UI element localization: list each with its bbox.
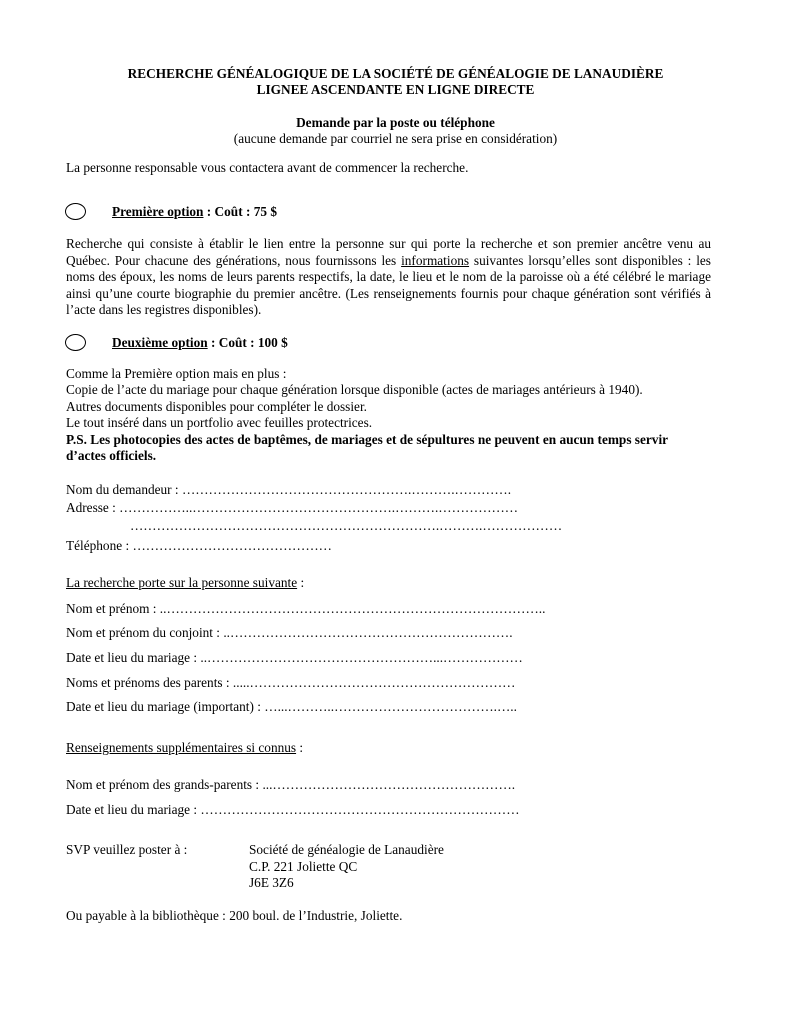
payment-note: Ou payable à la bibliothèque : 200 boul. de l’Industrie, Joliette. [66, 908, 403, 923]
subject-heading [66, 575, 304, 591]
option2-line: Autres documents disponibles pour compléter le dossier. [66, 399, 367, 414]
parents-names-field[interactable]: Noms et prénoms des parents : .....…………………………………………………… [66, 675, 516, 690]
mailing-address-line: C.P. 221 Joliette QC [249, 859, 358, 874]
mailing-address-line: Société de généalogie de Lanaudière [249, 842, 444, 857]
option1-cost: : Coût : 75 $ [203, 204, 277, 219]
additional-heading [66, 740, 303, 756]
document-title-line2: LIGNEE ASCENDANTE EN LIGNE DIRECTE [256, 82, 535, 97]
grandparents-name-field[interactable]: Nom et prénom des grands-parents : ...………………………………………………. [66, 777, 516, 792]
requester-name-field[interactable]: Nom du demandeur : …………………………………………….……….…………. [66, 482, 512, 497]
option1-description [66, 236, 711, 319]
option2-line: Copie de l’acte du mariage pour chaque génération lorsque disponible (actes de mariages antérieurs à 1940). [66, 382, 643, 397]
request-note: (aucune demande par courriel ne sera prise en considération) [233, 131, 558, 146]
option2-radio[interactable] [65, 334, 86, 351]
intro-text: La personne responsable vous contactera avant de commencer la recherche. [66, 160, 469, 175]
requester-phone-field[interactable]: Téléphone : ……………………………………… [66, 538, 332, 553]
option1-label: Première option [112, 204, 204, 219]
mailing-address-line: J6E 3Z6 [249, 875, 294, 890]
option1-radio[interactable] [65, 203, 86, 220]
request-method: Demande par la poste ou téléphone [296, 115, 495, 130]
spouse-name-field[interactable]: Nom et prénom du conjoint : ..………………………………………………………. [66, 625, 513, 640]
parents-marriage-field[interactable]: Date et lieu du mariage (important) : …...………..……………………………….….. [66, 699, 517, 714]
additional-heading-text: Renseignements supplémentaires si connus [66, 740, 297, 755]
option2-line: Le tout inséré dans un portfolio avec feuilles protectrices. [66, 415, 373, 430]
option2-line: Comme la Première option mais en plus : [66, 366, 287, 381]
option1-desc-post: suivantes lorsqu’elles sont disponibles : les noms des époux, les noms de leurs parents respectifs, la date, le lieu et le nom de la paroisse où a été célébré le mariage ainsi qu’une courte biographie du premier ancêtre. (Les renseignements fournis pour chaque génération sont vérifiés à l’acte dans les registres disponibles). [66, 252, 711, 318]
mailing-label: SVP veuillez poster à : [66, 842, 188, 857]
ps-note-line2: d’actes officiels. [66, 448, 157, 463]
subject-heading-suffix: : [297, 575, 305, 590]
ps-note-line1: P.S. Les photocopies des actes de baptêmes, de mariages et de sépultures ne peuvent en aucun temps servir [66, 432, 669, 447]
additional-heading-suffix: : [296, 740, 304, 755]
requester-address-field-2[interactable]: …………………………………………………………….……….……………… [130, 518, 563, 533]
option2-cost: : Coût : 100 $ [207, 335, 288, 350]
grandparents-marriage-field[interactable]: Date et lieu du mariage : ……………………………………………………………… [66, 802, 520, 817]
subject-name-field[interactable]: Nom et prénom : ..………………………………………………………………………….. [66, 601, 546, 616]
option1-desc-pre: Recherche qui consiste à établir le lien entre la personne sur qui porte la recherche et son premier ancêtre venu au Québec. Pour chacune des générations, nous fournissons les [66, 236, 711, 268]
option1-title [112, 204, 277, 220]
option1-desc-link: informations [401, 252, 470, 268]
option2-title [112, 335, 288, 351]
subject-heading-text: La recherche porte sur la personne suivante [66, 575, 298, 590]
option2-label: Deuxième option [112, 335, 208, 350]
document-title-line1: RECHERCHE GÉNÉALOGIQUE DE LA SOCIÉTÉ DE GÉNÉALOGIE DE LANAUDIÈRE [127, 66, 664, 81]
marriage-date-place-field[interactable]: Date et lieu du mariage : ..……………………………………………...……………… [66, 650, 523, 665]
requester-address-field[interactable]: Adresse : ……………..……………………………………….……….……………… [66, 500, 519, 515]
